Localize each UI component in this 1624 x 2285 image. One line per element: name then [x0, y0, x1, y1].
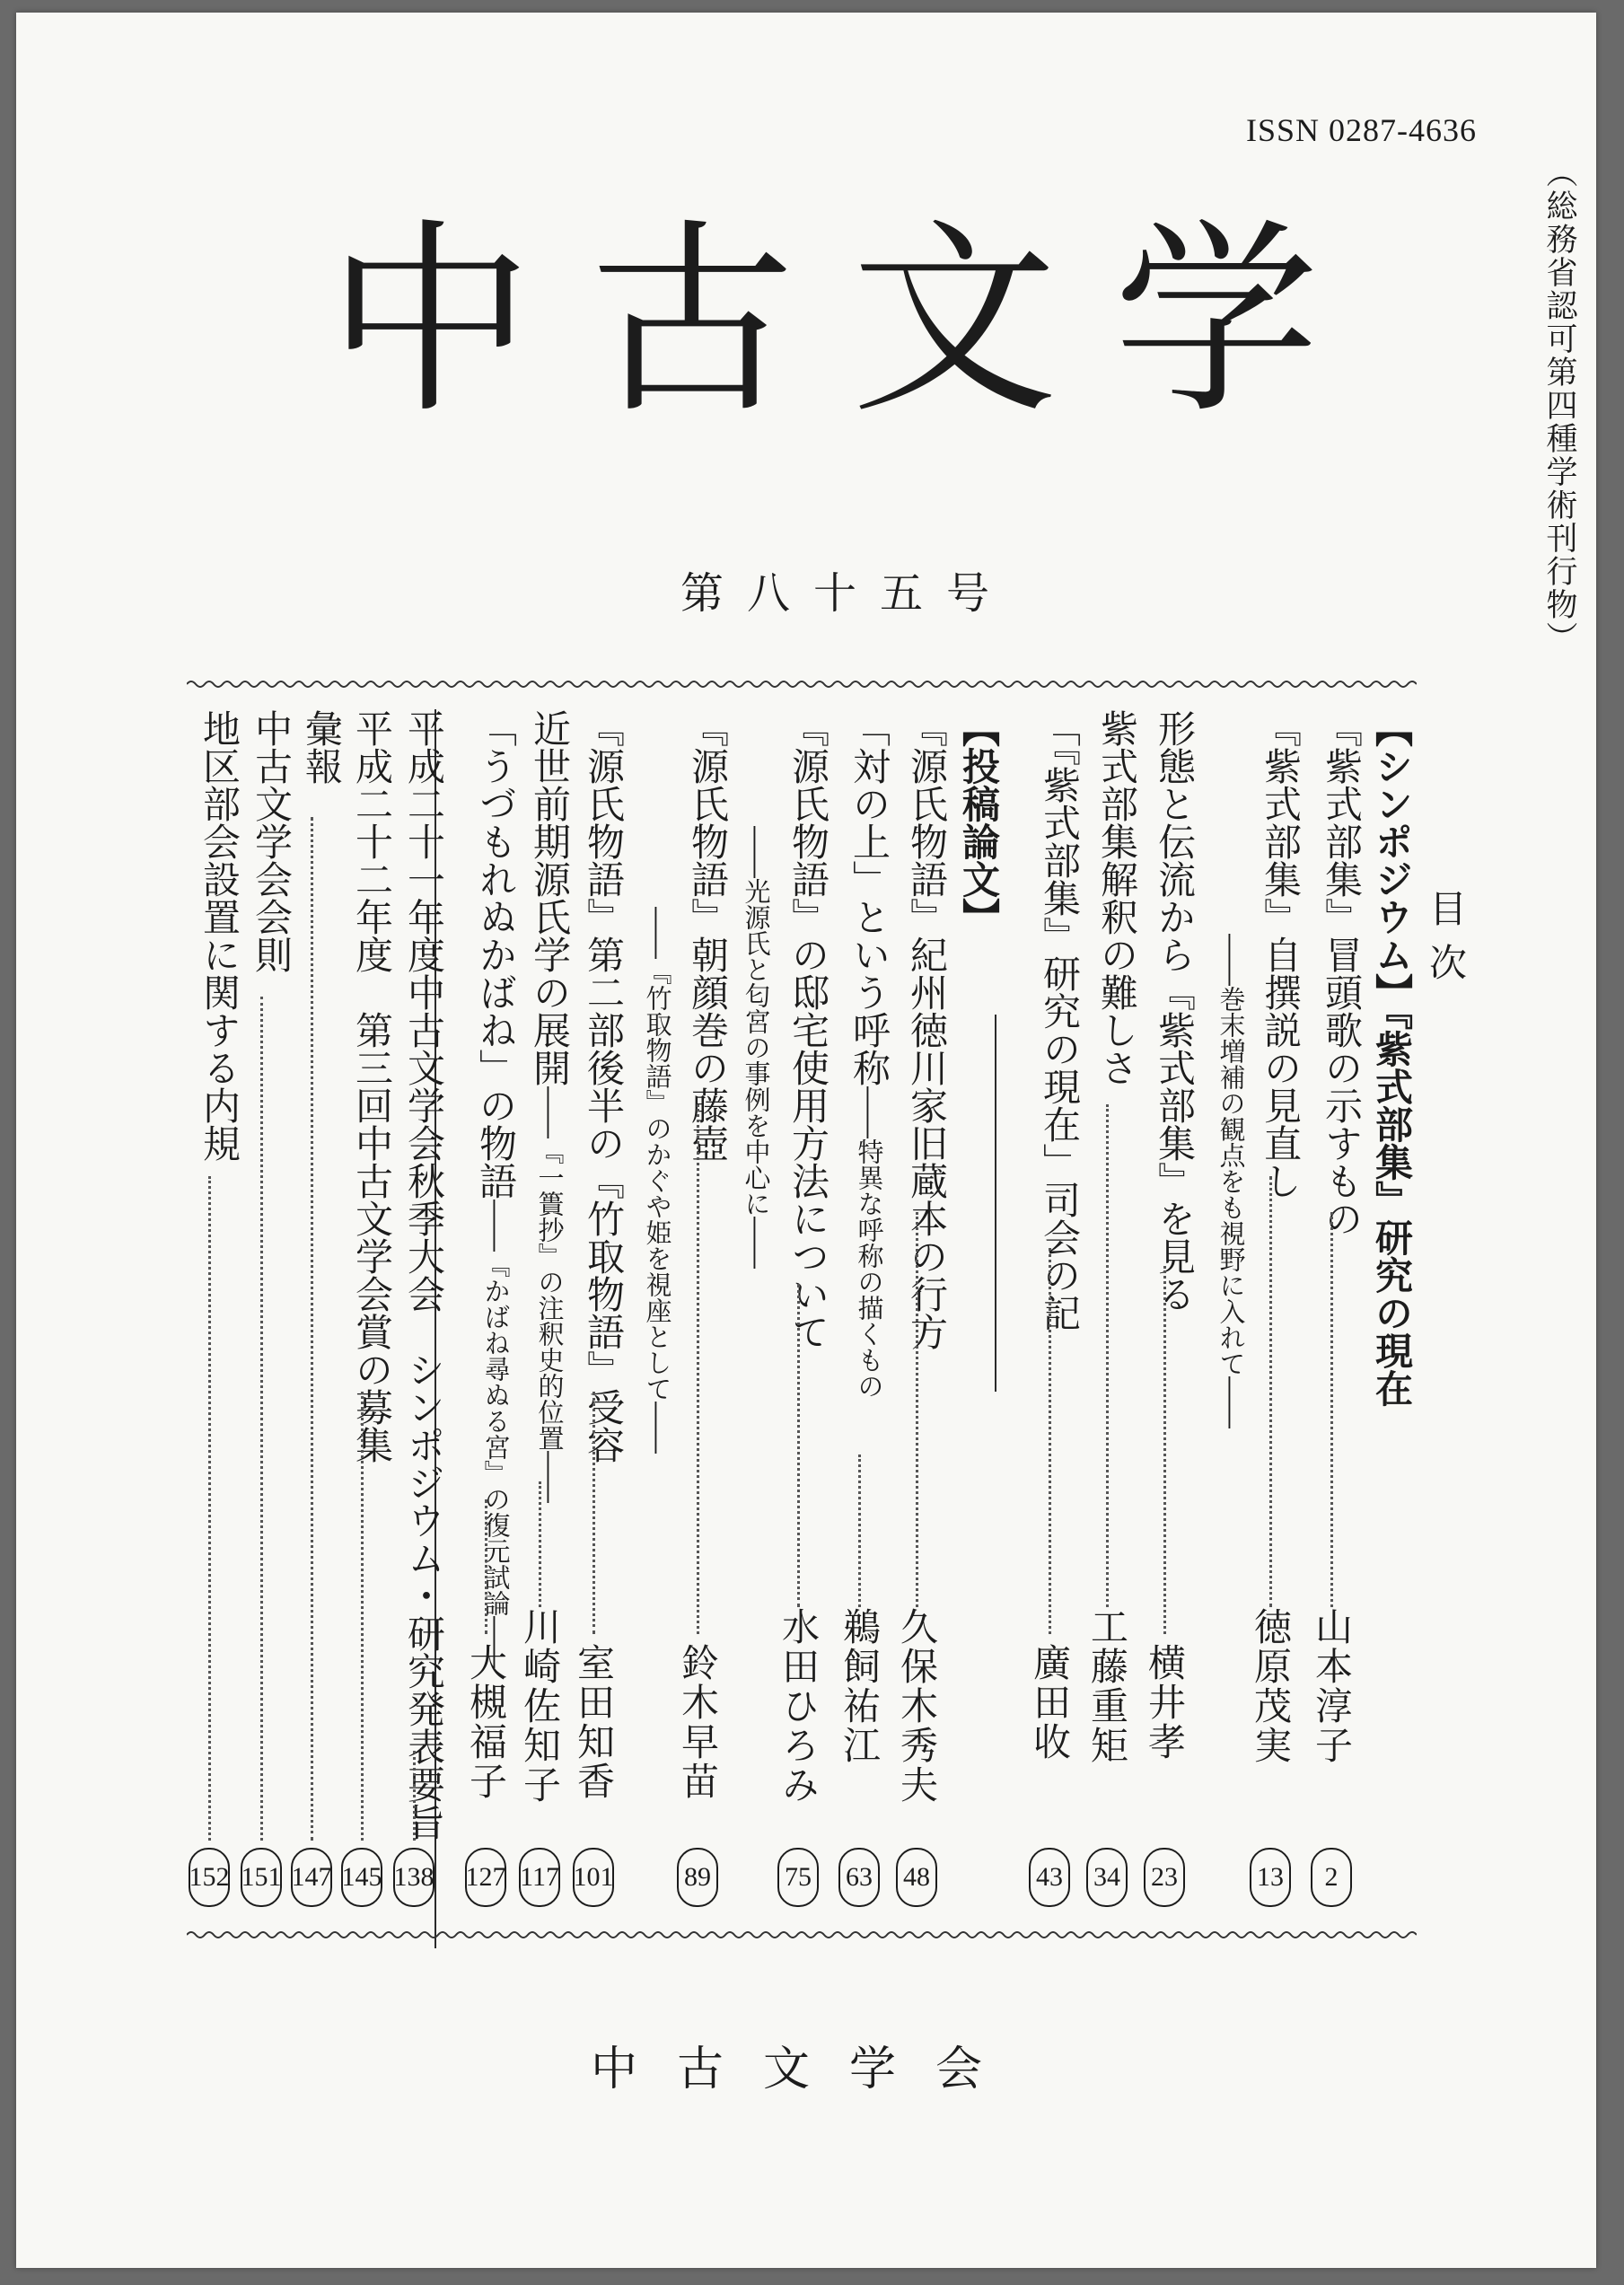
author-name: 鈴木早苗	[676, 1643, 720, 1801]
dot-leader	[1163, 1266, 1166, 1634]
page-number: 117	[519, 1848, 560, 1907]
author-name: 川崎佐知子	[518, 1607, 562, 1805]
journal-cover	[16, 13, 1596, 2268]
page-number: 101	[573, 1848, 614, 1907]
toc-entry[interactable]: 中古文学会会則	[250, 709, 294, 973]
page-number: 145	[341, 1848, 382, 1907]
page-number: 75	[777, 1848, 819, 1907]
toc-subtitle: ――巻末増補の観点をも視野に入れて――	[1216, 934, 1247, 1428]
toc-entry[interactable]: 『源氏物語』紀州徳川家旧蔵本の行方	[905, 709, 949, 1350]
toc-entry[interactable]: 『源氏物語』朝顔巻の藤壺	[686, 709, 730, 1162]
top-wavy-rule	[187, 679, 1417, 690]
toc-entry[interactable]: 平成二十一年度中古文学会秋季大会 シンポジウム・研究発表要旨	[402, 709, 446, 1841]
dot-leader	[1330, 1212, 1333, 1607]
toc-entry[interactable]: 平成二十二年度 第三回中古文学会賞の募集	[350, 709, 394, 1463]
author-name: 鵜飼祐江	[838, 1607, 882, 1765]
dot-leader	[858, 1454, 861, 1607]
page-number: 89	[677, 1848, 718, 1907]
author-name: 大槻福子	[464, 1643, 508, 1801]
author-name: 廣田收	[1028, 1643, 1072, 1762]
page-number: 34	[1086, 1848, 1128, 1907]
toc-entry[interactable]: 『源氏物語』の邸宅使用方法について	[786, 709, 830, 1350]
page-number: 48	[896, 1848, 937, 1907]
page-number: 138	[393, 1848, 435, 1907]
page-number: 43	[1029, 1848, 1070, 1907]
page-number: 127	[465, 1848, 506, 1907]
dot-leader	[593, 1392, 595, 1634]
author-name: 室田知香	[572, 1643, 616, 1801]
page-number: 151	[241, 1848, 282, 1907]
dot-leader	[916, 1212, 918, 1607]
dot-leader	[697, 1104, 699, 1634]
toc-entry[interactable]: 「対の上」という呼称――特異な呼称の描くもの	[847, 709, 891, 1399]
toc-entry[interactable]: 形態と伝流から『紫式部集』を見る	[1153, 709, 1197, 1313]
table-of-contents	[187, 709, 1468, 1917]
author-name: 山本淳子	[1310, 1607, 1354, 1765]
toc-entry[interactable]: 近世前期源氏学の展開――『一簣抄』の注釈史的位置――	[528, 709, 572, 1503]
page-number: 2	[1311, 1848, 1352, 1907]
journal-title: 中古文学	[327, 202, 1375, 442]
dot-leader	[413, 1751, 416, 1841]
dot-leader	[797, 1284, 800, 1607]
dot-leader	[1049, 1248, 1051, 1634]
dot-leader	[361, 1392, 364, 1841]
author-name: 久保木秀夫	[895, 1607, 939, 1805]
dot-leader	[260, 997, 263, 1841]
toc-entry[interactable]: 『源氏物語』第二部後半の『竹取物語』受容	[582, 709, 626, 1463]
toc-entry[interactable]: 「『紫式部集』研究の現在」司会の記	[1038, 709, 1082, 1331]
page-number: 13	[1250, 1848, 1291, 1907]
toc-heading: 目次	[1424, 889, 1468, 997]
toc-entry[interactable]: 『紫式部集』冒頭歌の示すもの	[1320, 709, 1364, 1237]
toc-entry[interactable]: 彙報	[300, 709, 344, 785]
dot-leader	[485, 1499, 487, 1634]
toc-entry[interactable]: 「うづもれぬかばね」の物語――『かばね尋ぬる宮』の復元試論――	[474, 709, 518, 1668]
toc-entry[interactable]: 紫式部集解釈の難しさ	[1095, 709, 1139, 1086]
dot-leader	[1106, 1104, 1109, 1607]
page-number: 147	[291, 1848, 332, 1907]
toc-entry[interactable]: 『紫式部集』自撰説の見直し	[1259, 709, 1303, 1200]
dot-leader	[311, 817, 313, 1841]
toc-subtitle: ――光源氏と匂宮の事例を中心に――	[741, 826, 772, 1269]
page-number: 152	[189, 1848, 230, 1907]
toc-subtitle: ――『竹取物語』のかぐや姫を視座として――	[642, 907, 673, 1454]
dot-leader	[1269, 1176, 1272, 1607]
issn: ISSN 0287-4636	[1245, 112, 1477, 148]
dot-leader	[539, 1481, 541, 1607]
author-name: 徳原茂実	[1249, 1607, 1293, 1765]
contributed-label: 【投稿論文】	[957, 709, 1001, 936]
issue-number: 第八十五号	[680, 568, 1013, 619]
publication-permit-note: （総務省認可第四種学術刊行物）	[1541, 156, 1577, 655]
author-name: 工藤重矩	[1085, 1607, 1129, 1765]
dot-leader	[208, 1176, 211, 1841]
toc-entry[interactable]: 地区部会設置に関する内規	[198, 709, 241, 1162]
page-number: 23	[1144, 1848, 1185, 1907]
bottom-wavy-rule	[187, 1929, 1417, 1940]
publisher-name: 中古文学会	[590, 2043, 1022, 2096]
page-number: 63	[838, 1848, 880, 1907]
author-name: 水田ひろみ	[777, 1607, 821, 1805]
author-name: 横井孝	[1143, 1643, 1187, 1762]
symposium-label: 【シンポジウム】『紫式部集』研究の現在	[1370, 709, 1414, 1407]
